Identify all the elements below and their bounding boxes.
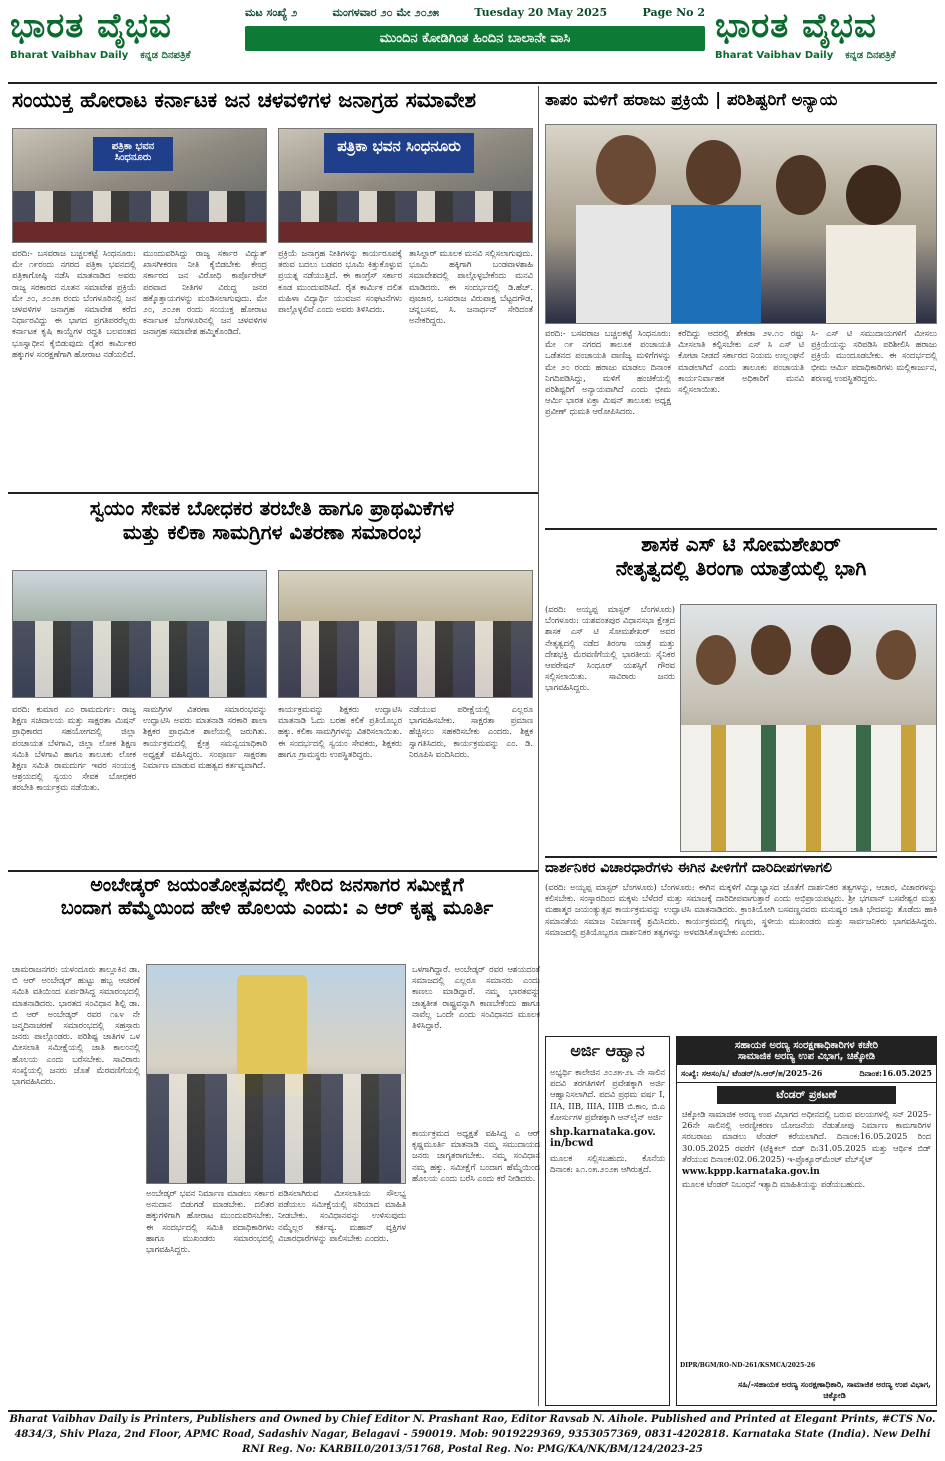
divider [8, 870, 538, 872]
page-number: Page No 2 [642, 6, 705, 19]
headline-line: ಶಾಸಕ ಎಸ್ ಟಿ ಸೋಮಶೇಖರ್ [641, 532, 841, 556]
masthead-center [245, 6, 705, 51]
logo-english: Bharat Vaibhav Daily [715, 50, 834, 61]
article2-photo [545, 124, 937, 324]
masthead [0, 0, 945, 80]
article1-column: ಪ್ರಕ್ರಿಯೆ ಜನಾಗ್ರಹ ನೀತಿಗಳನ್ನು ಕಾರ್ಯರೂಪಕ್ಕೆ ತರುವ ಬದಲು ಬಡವರ ಭೂಮಿ ಕಿತ್ತುಕೊಳ್ಳುವ ಪ್ರಯತ್ನ ನಡೆಯುತ್ತಿದೆ. ಈ ಕಾಂಗ್ರೆಸ್ ಸರ್ಕಾರ ಕೂಡ ಮುಂದುವರಿಸಿದೆ. ರೈತ ಕಾರ್ಮಿಕ ದಲಿತ ಮಹಿಳಾ ವಿದ್ಯಾರ್ಥಿ ಯುವಜನ ಸಂಘಟನೆಗಳು ಪಾಲ್ಗೊಳ್ಳಲಿವೆ ಎಂದು ಅವರು ತಿಳಿಸಿದರು. [278, 248, 402, 315]
date-kannada: ಮಂಗಳವಾರ ೨೦ ಮೇ ೨೦೨೫ [332, 6, 440, 19]
article3-column: ಸಾಮಗ್ರಿಗಳ ವಿತರಣಾ ಸಮಾರಂಭವನ್ನು ಉದ್ಘಾಟಿಸಿ ಅವರು ಮಾತನಾಡಿ ಸರಕಾರಿ ಶಾಲಾ ಶಿಕ್ಷಕರ ಪ್ರಾಥಮಿಕ ಶಾಲೆಯಲ್ಲಿ ಜರುಗಿತು. ಕಾರ್ಯಕ್ರಮದಲ್ಲಿ ಕ್ಷೇತ್ರ ಸಮನ್ವಯಾಧಿಕಾರಿ ಅಧ್ಯಕ್ಷತೆ ವಹಿಸಿದ್ದರು. ಸಂಪೂರ್ಣ ಸಾಕ್ಷರತಾ ನಿರ್ಮಾಣ ಮಾಡುವ ಮಹತ್ವದ ಕರ್ತವ್ಯವಾಗಿದೆ. [143, 704, 267, 771]
article3-column: ವರದಿ: ಕುಮಾರ ಎಂ ರಾಮದುರ್ಗ: ರಾಜ್ಯ ಶಿಕ್ಷಣ ಸಚಿವಾಲಯ ಮತ್ತು ಸಾಕ್ಷರತಾ ಮಿಷನ್ ಪ್ರಾಧಿಕಾರದ ಸಹಯೋಗದಲ್ಲಿ ಜಿಲ್ಲಾ ಪಂಚಾಯತ ಬೆಳಗಾವಿ, ಜಿಲ್ಲಾ ಲೋಕ ಶಿಕ್ಷಣ ಸಮಿತಿ ಬೆಳಗಾವಿ ಹಾಗೂ ತಾಲೂಕು ಲೋಕ ಶಿಕ್ಷಣ ಸಮಿತಿ ರಾಮದುರ್ಗ ಇವರ ಸಂಯುಕ್ತ ಆಶ್ರಯದಲ್ಲಿ ಸ್ವಯಂ ಸೇವಕ ಬೋಧಕರ ತರಬೇತಿ ಕಾರ್ಯಕ್ರಮ ನಡೆಯಿತು. [12, 704, 136, 793]
masthead-logo-right [715, 2, 940, 74]
tender-body: ಚಿಕ್ಕೋಡಿ ಸಾಮಾಜಿಕ ಅರಣ್ಯ ಉಪ ವಿಭಾಗದ ಅಧೀನದಲ್ಲಿ ಬರುವ ವಲಯಗಳಲ್ಲಿ ಸನ್ 2025-26ನೇ ಸಾಲಿನಲ್ಲಿ ಅರಣ್ಯೀಕರಣ ಯೋಜನೆಯ ನೆಡುತೋಪು ನಿರ್ಮಾಣ ಕಾಮಗಾರಿಗಳ ಸರಬರಾಜು ಮಾಡಲು ಟೆಂಡರ್ ಕರೆಯಲಾಗಿದೆ. ದಿನಾಂಕ:16.05.2025 ರಿಂದ 30.05.2025 ರವರೆಗೆ (ಟೆಕ್ನಿಕಲ್ ಬಿಡ್ ದಿ:31.05.2025 ಮತ್ತು ಆರ್ಥಿಕ ಬಿಡ್ ತೆರೆಯುವ ದಿನಾಂಕ:02.06.2025) ಇ-ಪ್ರೊಕ್ಯೂರ್‌ಮೆಂಟ್ ವೆಬ್‌ಸೈಟ್ [682, 1109, 931, 1164]
article1-column: ತಾಸಿಲ್ದಾರ್ ಮೂಲಕ ಮನವಿ ಸಲ್ಲಿಸಲಾಗುವುದು. ಭೂಮಿ ಹಕ್ಕಿಗಾಗಿ ಬಂಡವಾಳಶಾಹಿ ಸಮಾವೇಶದಲ್ಲಿ ಪಾಲ್ಗೊಳ್ಳಬೇಕೆಂದು ಮನವಿ ಮಾಡಿದರು. ಈ ಸಂದರ್ಭದಲ್ಲಿ ಡಿ.ಹೆಚ್. ಪೂಜಾರ, ಬಸವರಾಜ ವಿರುಪಾಕ್ಷ ಬೆಟ್ಟದಗೌಡ, ಚನ್ನಬಸವ, ಸಿ. ಜನಾರ್ಧನ್ ಸೇರಿದಂತೆ ಅನೇಕರಿದ್ದರು. [409, 248, 533, 326]
headline-line: ಮತ್ತು ಕಲಿಕಾ ಸಾಮಗ್ರಿಗಳ ವಿತರಣಾ ಸಮಾರಂಭ [122, 520, 422, 544]
article6-column: ಕಾರ್ಯಕ್ರಮದ ಅಧ್ಯಕ್ಷತೆ ವಹಿಸಿದ್ದ ಎ ಆರ್ ಕೃಷ್ಣಮೂರ್ತಿ ಮಾತನಾಡಿ ನಮ್ಮ ಸಮುದಾಯದ ಜನರು ಜಾಗೃತರಾಗಬೇಕು. ನಮ್ಮ ಸಂವಿಧಾನ ನಮ್ಮ ಹಕ್ಕು. ಸಮೀಕ್ಷೆಗೆ ಬಂದಾಗ ಹೆಮ್ಮೆಯಿಂದ ಹೊಲಯ ಎಂದು ಬರೆಸಿ ಎಂದು ಕರೆ ನೀಡಿದರು. [412, 1128, 540, 1183]
notice-tail: ಮೂಲಕ ಸಲ್ಲಿಸಬಹುದು. ಕೊನೆಯ ದಿನಾಂಕ: ೩೧.೦೫.೨೦೨೫ ಆಗಿರುತ್ತದೆ. [550, 1153, 665, 1175]
tender-tail: ಮೂಲಕ ಟೆಂಡರ್ ನಿಬಂಧನೆ ಇತ್ಯಾದಿ ಮಾಹಿತಿಯನ್ನು ಪಡೆಯಬಹುದು. [682, 1179, 866, 1190]
article3-photo-1 [12, 570, 267, 698]
masthead-logo-left [10, 2, 235, 74]
article6-headline [12, 874, 542, 920]
divider [8, 492, 538, 494]
article5-body: (ವರದಿ: ಅಯ್ಯಪ್ಪ ಮಾಸ್ಟರ್ ಬೆಂಗಳೂರು) ಬೆಂಗಳೂರು: ಈಗಿನ ಮಕ್ಕಳಿಗೆ ವಿದ್ಯಾಭ್ಯಾಸದ ಜೊತೆಗೆ ದಾರ್ಶನಿಕರ ತತ್ವಗಳನ್ನು, ಆಚಾರ, ವಿಚಾರಗಳನ್ನು ಕಲಿಸಬೇಕು. ಸಂಸ್ಕಾರದಿಂದ ಮಕ್ಕಳು ಬೆಳೆದರೆ ಮತ್ತು ಸಮಾಜಕ್ಕೆ ದಾರಿದೀಪವಾಗುತ್ತಾರೆ ಎಂದು ಅಭಿಪ್ರಾಯಪಟ್ಟರು. ಶ್ರೀ ಭಗವಾನ್ ಬಸವೇಶ್ವರ ಮತ್ತು ಮಹಾತ್ಮರ ಜಯಂತ್ಯುತ್ಸವ ಕಾರ್ಯಕ್ರಮವನ್ನು ಉದ್ಘಾಟಿಸಿ ಮಾತನಾಡಿದರು. ಕ್ರಾಂತಿಯೋಗಿ ಬಸವಣ್ಣನವರು ಮನುಷ್ಯರ ಜಾತಿ ಭೇದವನ್ನು ತೊಡೆದು ಹಾಕಿ ಸಮಾನತೆಯ ಸಮಾಜ ನಿರ್ಮಾಣಕ್ಕೆ ಶ್ರಮಿಸಿದರು. ಕಾರ್ಯಕ್ರಮದಲ್ಲಿ ಗಣ್ಯರು, ಸ್ಥಳೀಯ ಮುಖಂಡರು ಮತ್ತು ಸಾರ್ವಜನಿಕರು ಭಾಗವಹಿಸಿದ್ದರು. ಸಮಾಜದಲ್ಲಿ ಪ್ರತಿಯೊಬ್ಬರೂ ದಾರ್ಶನಿಕರ ತತ್ವಗಳನ್ನು ಅಳವಡಿಸಿಕೊಳ್ಳಬೇಕು ಎಂದರು. [545, 882, 937, 937]
article3-column: ಕಾರ್ಯಕ್ರಮವನ್ನು ಶಿಕ್ಷಕರು ಉದ್ಘಾಟಿಸಿ ಮಾತನಾಡಿ ಓದು ಬರಹ ಕಲಿಕೆ ಪ್ರತಿಯೊಬ್ಬರ ಹಕ್ಕು. ಕಲಿಕಾ ಸಾಮಗ್ರಿಗಳನ್ನು ವಿತರಿಸಲಾಯಿತು. ಈ ಸಂದರ್ಭದಲ್ಲಿ ಸ್ವಯಂ ಸೇವಕರು, ಶಿಕ್ಷಕರು ಹಾಗೂ ಗ್ರಾಮಸ್ಥರು ಉಪಸ್ಥಿತರಿದ್ದರು. [278, 704, 402, 759]
article5-headline: ದಾರ್ಶನಿಕರ ವಿಚಾರಧಾರೆಗಳು ಈಗಿನ ಪೀಳಿಗೆಗೆ ದಾರಿದೀಪಗಳಾಗಲಿ [545, 860, 832, 876]
imprint-footer: Bharat Vaibhav Daily is Printers, Publishers and Owned by Chief Editor N. Prashant Rao, Editor Ravsab N. Aihole. Published and Printed at Elegant Prints, #CTS No. 4834/3, Shiv Plaza, 2nd Floor, APMC Road, Sadashiv Nagar, Belagavi - 590019. Mob: 9019229369, 9353057369, 0831-4202818. Karnataka State (India). New Delhi RNI Reg. No: KARBIL0/2013/51768, Postal Reg. No: PMG/KA/NK/BM/124/2023-25 [9, 1414, 936, 1455]
tender-date: ದಿನಾಂಕ:16.05.2025 [859, 1068, 932, 1078]
logo-subtitle: ಕನ್ನಡ ದಿನಪತ್ರಿಕೆ [140, 50, 191, 61]
headline-line: ಸ್ವಯಂ ಸೇವಕ ಬೋಧಕರ ತರಬೇತಿ ಹಾಗೂ ಪ್ರಾಥಮಿಕೆಗಳ [89, 496, 455, 520]
tender-signature: ಸಹಿ/-ಸಹಾಯಕ ಅರಣ್ಯ ಸಂರಕ್ಷಣಾಧಿಕಾರಿ, ಸಾಮಾಜಿಕ ಅರಣ್ಯ ಉಪ ವಿಭಾಗ, ಚಿಕ್ಕೋಡಿ [738, 1379, 931, 1400]
article4-column: (ವರದಿ: ಅಯ್ಯಪ್ಪ ಮಾಸ್ಟರ್ ಬೆಂಗಳೂರು) ಬೆಂಗಳೂರು: ಯಶವಂತಪುರ ವಿಧಾನಸಭಾ ಕ್ಷೇತ್ರದ ಶಾಸಕ ಎಸ್ ಟಿ ಸೋಮಶೇಖರ್ ಅವರ ನೇತೃತ್ವದಲ್ಲಿ ನಡೆದ ತಿರಂಗಾ ಯಾತ್ರೆ ಮತ್ತು ದೇಶಭಕ್ತಿ ಮೆರವಣಿಗೆಯಲ್ಲಿ ಭಾರತೀಯ ಸೈನಿಕರ ಆಪರೇಷನ್ ಸಿಂಧೂರ್ ಯಶಸ್ಸಿಗೆ ಗೌರವ ಸಲ್ಲಿಸಲಾಯಿತು. ಸಾವಿರಾರು ಜನರು ಭಾಗವಹಿಸಿದ್ದರು. [545, 604, 675, 693]
office-line: ಸಹಾಯಕ ಅರಣ್ಯ ಸಂರಕ್ಷಣಾಧಿಕಾರಿಗಳ ಕಚೇರಿ [734, 1040, 879, 1051]
article3-column: ನಡೆಯುವ ಪರೀಕ್ಷೆಯಲ್ಲಿ ಎಲ್ಲರೂ ಭಾಗವಹಿಸಬೇಕು. ಸಾಕ್ಷರತಾ ಪ್ರಮಾಣ ಹೆಚ್ಚಿಸಲು ಸಹಕರಿಸಬೇಕು ಎಂದರು. ಶಿಕ್ಷಕ ಸ್ವಾಗತಿಸಿದರು, ಕಾರ್ಯಕ್ರಮವನ್ನು ಎಂ. ಡಿ. ನಿರೂಪಿಸಿ ವಂದಿಸಿದರು. [409, 704, 533, 759]
photo-banner: ಪತ್ರಿಕಾ ಭವನ ಸಿಂಧನೂರು [324, 133, 474, 173]
article2-column: ಸಿ- ಎಸ್ ಟಿ ಸಮುದಾಯಗಳಿಗೆ ಮೀಸಲು ಪ್ರಕ್ರಿಯೆಯನ್ನು ಸರಿಪಡಿಸಿ ಪರಿಶೀಲಿಸಿ ಹರಾಜು ಪ್ರಕ್ರಿಯೆ ಮುಂದೂಡಬೇಕು. ಈ ಸಂದರ್ಭದಲ್ಲಿ ಭೀಮ ಆರ್ಮಿ ಪದಾಧಿಕಾರಿಗಳು ಮಲ್ಲಿಕಾರ್ಜುನ, ಶರಣಪ್ಪ ಉಪಸ್ಥಿತರಿದ್ದರು. [811, 328, 937, 383]
article6-column: ಅಂಬೇಡ್ಕರ್ ಭವನ ನಿರ್ಮಾಣ ಮಾಡಲು ಸರ್ಕಾರ ಅನುದಾನ ಬಿಡುಗಡೆ ಮಾಡಬೇಕು. ದಲಿತರ ಹಕ್ಕುಗಳಿಗಾಗಿ ಹೋರಾಟ ಮುಂದುವರಿಸಬೇಕು. ಈ ಸಂದರ್ಭದಲ್ಲಿ ಸಮಿತಿ ಪದಾಧಿಕಾರಿಗಳು ಹಾಗೂ ಮುಖಂಡರು ಸಮಾರಂಭದಲ್ಲಿ ಭಾಗವಹಿಸಿದ್ದರು. [146, 1188, 274, 1255]
headline-line: ಅಂಬೇಡ್ಕರ್ ಜಯಂತೋತ್ಸವದಲ್ಲಿ ಸೇರಿದ ಜನಸಾಗರ ಸಮೀಕ್ಷೆಗೆ [90, 874, 464, 896]
article1-column: ವರದಿ:- ಬಸವರಾಜ ಬಚ್ಚಲಕಟ್ಟೆ ಸಿಂಧನೂರು: ಮೇ ೧೯ರಂದು ನಗರದ ಪತ್ರಿಕಾ ಭವನದಲ್ಲಿ ಪತ್ರಿಕಾಗೋಷ್ಠಿ ನಡೆಸಿ ಮಾತನಾಡಿದ ಅವರು ರಾಜ್ಯ ಸರಕಾರದ ನೂತನ ಸಮಾವೇಶ ಪ್ರಕ್ರಿಯೆ ಮೇ ೨೦, ೨೦೨೫ ರಂದು ಬೆಂಗಳೂರಿನಲ್ಲಿ ಜನ ಚಳವಳಿಗಳ ಜನಾಗ್ರಹ ಸಮಾವೇಶ ಕರೆದ ನಿರ್ಧಾರವಿದ್ದು ಈ ಭಾಗದ ಪ್ರಗತಿಪರರೆಲ್ಲರು ಕರ್ನಾಟಕ ಕೃಷಿ ಕಾಯ್ದೆಗಳ ರದ್ದತಿ ಬಲವಂತದ ಭೂಸ್ವಾಧೀನ ಕೈಬಿಡುವುದು ರೈತರ ಕಾರ್ಮಿಕರ ಹಕ್ಕುಗಳ ಸಂರಕ್ಷಣೆಗಾಗಿ ಹೋರಾಟ ನಡೆಯಲಿದೆ. [12, 248, 136, 359]
tender-office [677, 1037, 936, 1065]
tender-title: ಟೆಂಡರ್ ಪ್ರಕಟಣೆ [717, 1086, 896, 1104]
dipr-code: DIPR/BGM/RO-ND-261/KSMCA/2025-26 [680, 1362, 816, 1369]
article6-column: ಪಡಿಸಲಾಗಿರುವ ಮೀಸಲಾತಿಯ ಸೌಲಭ್ಯ ಪಡೆಯಲು ಸಮೀಕ್ಷೆಯಲ್ಲಿ ಸರಿಯಾದ ಮಾಹಿತಿ ನೀಡಬೇಕು. ಸಂವಿಧಾನವನ್ನು ಉಳಿಸುವುದು ನಮ್ಮೆಲ್ಲರ ಕರ್ತವ್ಯ. ಮಹಾನ್ ವ್ಯಕ್ತಿಗಳ ವಿಚಾರಧಾರೆಗಳನ್ನು ಪಾಲಿಸಬೇಕು ಎಂದರು. [278, 1188, 406, 1243]
notice-body: ಅಭ್ಯರ್ಥಿ ಕಾಲೇಜಿನ ೨೦೨೫-೨೬ ನೇ ಸಾಲಿನ ಪದವಿ ತರಗತಿಗಳಿಗೆ ಪ್ರವೇಶಕ್ಕಾಗಿ ಅರ್ಜಿ ಆಹ್ವಾನಿಸಲಾಗಿದೆ. ಪದವಿ ಪ್ರಥಮ ವರ್ಷ I, IIA, IIB, IIIA, IIIB ಬಿ.ಕಾಂ, ಬಿ.ಎ ಕೋರ್ಸುಗಳ ಪ್ರವೇಶಕ್ಕಾಗಿ ಆನ್‌ಲೈನ್ ಅರ್ಜಿ [550, 1067, 665, 1122]
divider [8, 82, 937, 84]
logo-title: ಭಾರತ ವೈಭವ [10, 6, 172, 46]
notice-link: shp.karnataka.gov. in/bcwd [550, 1127, 656, 1150]
article6-column: ಒಳಗಾಗಿದ್ದಾರೆ. ಅಂಬೇಡ್ಕರ್ ರವರ ಆಶಯದಂತೆ ಸಮಾಜದಲ್ಲಿ ಎಲ್ಲರೂ ಸಮಾನರು ಎಂದು ಕಾಣಲು ಮಾಡಿದ್ದಾರೆ. ನಮ್ಮ ಭಾರತವನ್ನು ಜಾತ್ಯತೀತ ರಾಷ್ಟ್ರವನ್ನಾಗಿ ಕಾಣಬೇಕೆಂದು ಹಾಗೂ ನಾವೆಲ್ಲ ಒಂದೇ ಎಂದು ಸಂವಿಧಾನದ ಮೂಲಕ ತಿಳಿಸಿದ್ದಾರೆ. [412, 964, 540, 1031]
tender-notice [676, 1036, 937, 1406]
article4-photo [680, 604, 937, 852]
article6-photo [146, 964, 406, 1184]
article2-headline: ತಾಪಂ ಮಳಿಗೆ ಹರಾಜು ಪ್ರಕ್ರಿಯೆ | ಪರಿಶಿಷ್ಟರಿಗೆ ಅನ್ಯಾಯ [545, 90, 838, 109]
article1-headline: ಸಂಯುಕ್ತ ಹೋರಾಟ ಕರ್ನಾಟಕ ಜನ ಚಳವಳಿಗಳ ಜನಾಗ್ರಹ ಸಮಾವೇಶ [12, 88, 477, 112]
headline-line: ಬಂದಾಗ ಹೆಮ್ಮೆಯಿಂದ ಹೇಳಿ ಹೊಲಯ ಎಂದು: ಎ ಆರ್ ಕೃಷ್ಣ ಮೂರ್ತಿ [60, 896, 494, 919]
divider [545, 528, 937, 530]
date-english: Tuesday 20 May 2025 [474, 6, 608, 19]
article1-column: ಮುಂದುವರಿಸಿದ್ದು ರಾಜ್ಯ ಸರ್ಕಾರ ವಿದ್ಯುತ್ ಖಾಸಗೀಕರಣ ನೀತಿ ಕೈಬಿಡಬೇಕು ಕೇಂದ್ರ ಸರ್ಕಾರದ ಜನ ವಿರೋಧಿ ಕಾರ್ಪೊರೇಟ್ ಪರವಾದ ನೀತಿಗಳ ವಿರುದ್ಧ ಜನರ ಹಕ್ಕೊತ್ತಾಯಗಳನ್ನು ಮಂಡಿಸಲಾಗುವುದು. ಮೇ ೨೦, ೨೦೨೫ ರಂದು ಸಂಯುಕ್ತ ಹೋರಾಟ ಕರ್ನಾಟಕ ಬೆಂಗಳೂರಿನಲ್ಲಿ ಜನ ಚಳವಳಿಗಳ ಜನಾಗ್ರಹ ಸಮಾವೇಶ ಹಮ್ಮಿಕೊಂಡಿದೆ. [143, 248, 267, 337]
article3-headline [12, 496, 532, 544]
article6-column: ಚಾಮರಾಜನಗರ: ಯಳಂದೂರು ತಾಲ್ಲೂಕಿನ ಡಾ. ಬಿ ಆರ್ ಅಂಬೇಡ್ಕರ್ ಹುಟ್ಟು ಹಬ್ಬ ಆಚರಣೆ ಸಮಿತಿ ವತಿಯಿಂದ ಏರ್ಪಡಿಸಿದ್ದ ಸಮಾರಂಭದಲ್ಲಿ ಮಾತನಾಡಿದರು. ಭಾರತದ ಸಂವಿಧಾನ ಶಿಲ್ಪಿ ಡಾ. ಬಿ ಆರ್ ಅಂಬೇಡ್ಕರ್ ರವರ ೧೩೪ ನೇ ಜನ್ಮದಿನಾಚರಣೆ ಸಮಾರಂಭದಲ್ಲಿ ಸಹಸ್ರಾರು ಜನರು ಪಾಲ್ಗೊಂಡರು. ಪರಿಶಿಷ್ಟ ಜಾತಿಗಳ ಒಳ ಮೀಸಲಾತಿ ಸಮೀಕ್ಷೆಯಲ್ಲಿ ಜಾತಿ ಕಾಲಂನಲ್ಲಿ ಹೊಲಯ ಎಂದು ಬರೆಸಬೇಕು. ಸಾವಿರಾರು ಸಂಖ್ಯೆಯಲ್ಲಿ ಜನರು ಜೊತೆ ಮೆರವಣಿಗೆಯಲ್ಲಿ ಭಾಗವಹಿಸಿದರು. [12, 964, 140, 1087]
tender-site: www.kppp.karnataka.gov.in [682, 1167, 820, 1178]
office-line: ಸಾಮಾಜಿಕ ಅರಣ್ಯ ಉಪ ವಿಭಾಗ, ಚಿಕ್ಕೋಡಿ [737, 1051, 876, 1062]
article4-headline [545, 532, 937, 580]
article3-photo-2 [278, 570, 533, 698]
article1-photo-2 [278, 128, 533, 243]
headline-line: ನೇತೃತ್ವದಲ್ಲಿ ತಿರಂಗಾ ಯಾತ್ರೆಯಲ್ಲಿ ಭಾಗಿ [615, 556, 867, 580]
photo-banner: ಪತ್ರಿಕಾ ಭವನ ಸಿಂಧನೂರು [93, 137, 173, 171]
notice-title: ಅರ್ಜಿ ಆಹ್ವಾನ [570, 1041, 645, 1060]
article2-column: ಕರೆದಿದ್ದು ಅದರಲ್ಲಿ ಶೇಕಡಾ ೨೪.೧೦ ರಷ್ಟು ಮೀಸಲಾತಿ ಕಲ್ಪಿಸಬೇಕು ಎಸ್ ಸಿ ಎಸ್ ಟಿ ಕೋಟಾ ನೀಡದೆ ಸರ್ಕಾರದ ನಿಯಮ ಉಲ್ಲಂಘನೆ ಮಾಡಲಾಗಿದೆ ಎಂದು ತಾಲೂಕು ಪಂಚಾಯತಿ ಕಾರ್ಯನಿರ್ವಾಹಕ ಅಧಿಕಾರಿಗೆ ಮನವಿ ಸಲ್ಲಿಸಲಾಯಿತು. [678, 328, 804, 395]
logo-title: ಭಾರತ ವೈಭವ [715, 6, 877, 46]
article1-photo-1 [12, 128, 267, 243]
tagline: ಮುಂದಿನ ಕೋಡಿಗಿಂತ ಹಿಂದಿನ ಬಾಲಾನೇ ವಾಸಿ [245, 26, 705, 51]
admission-notice [545, 1036, 670, 1406]
divider [545, 856, 937, 858]
logo-english: Bharat Vaibhav Daily [10, 50, 129, 61]
issue-number: ಮಟ ಸಂಖ್ಯೆ ೨ [245, 6, 298, 19]
article2-column: ವರದಿ:- ಬಸವರಾಜ ಬಚ್ಚಲಕಟ್ಟೆ ಸಿಂಧನೂರು: ಮೇ ೧೯ ನಗರದ ತಾಲೂಕ ಪಂಚಾಯತಿ ಒಡೆತನದ ಪಂಚಾಯತಿ ವಾಣಿಜ್ಯ ಮಳಿಗೆಗಳನ್ನು ಮೇ ೨೦ ರಂದು ಹರಾಜು ಮಾಡಲು ದಿನಾಂಕ ನಿಗದಿಪಡಿಸಿದ್ದು, ಮಳಿಗೆ ಹಂಚಿಕೆಯಲ್ಲಿ ಪರಿಶಿಷ್ಟರಿಗೆ ಅನ್ಯಾಯವಾಗಿದೆ ಎಂದು ಭೀಮ ಆರ್ಮಿ ಭಾರತ ಏಕ್ತಾ ಮಿಷನ್ ತಾಲೂಕು ಅಧ್ಯಕ್ಷ ಪ್ರವೀಣ್ ಧುಮತಿ ಆರೋಪಿಸಿದರು. [545, 328, 671, 417]
tender-ref: ಸಂಖ್ಯೆ: ಸಅಸಂ/೩/ ಟೆಂಡರ್/ಸಿ.ಆರ್/೫/2025-26 [681, 1068, 823, 1078]
logo-subtitle: ಕನ್ನಡ ದಿನಪತ್ರಿಕೆ [845, 50, 896, 61]
